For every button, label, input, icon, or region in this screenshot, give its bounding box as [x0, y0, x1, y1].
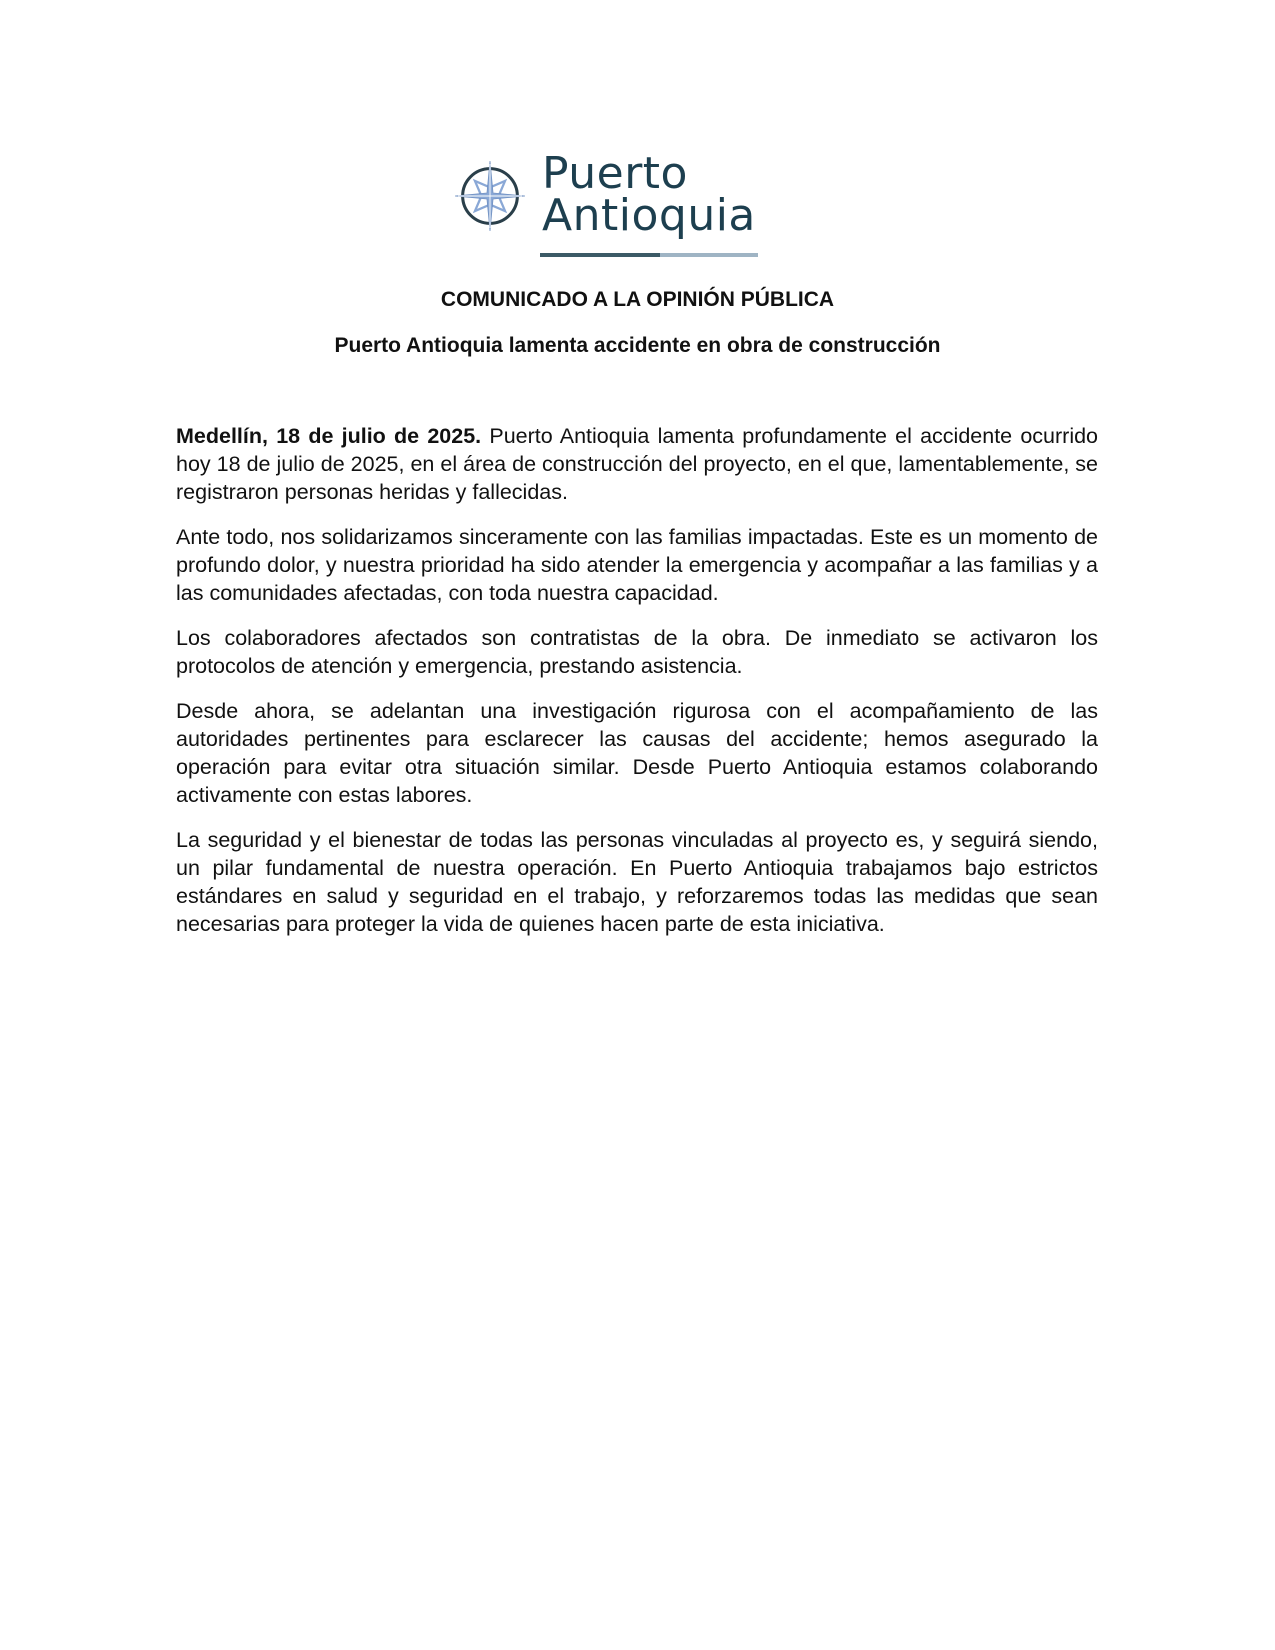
- paragraph-1: [176, 422, 1098, 506]
- dateline: Medellín, 18 de julio de 2025.: [176, 424, 482, 448]
- document-title: COMUNICADO A LA OPINIÓN PÚBLICA: [440, 288, 835, 311]
- paragraph-1-text: Puerto Antioquia lamenta profundamente el accidente ocurrido hoy 18 de julio de 2025, en el área de construcción del proyecto, en el que, lamentablemente, se registraron personas heridas y fallecidas.: [176, 424, 1099, 504]
- logo-text-line2: Antioquia: [542, 190, 756, 241]
- document-subtitle: Puerto Antioquia lamenta accidente en obra de construcción: [334, 334, 941, 357]
- logo-text-line1: Puerto: [542, 148, 688, 199]
- document-body: [176, 422, 1098, 955]
- logo-underline: [540, 253, 758, 257]
- paragraph-5: La seguridad y el bienestar de todas las personas vinculadas al proyecto es, y seguirá siendo, un pilar fundamental de nuestra operación. En Puerto Antioquia trabajamos bajo estrictos estándares en salud y seguridad en el trabajo, y reforzaremos todas las medidas que sean necesarias para proteger la vida de quienes hacen parte de esta iniciativa.: [176, 828, 1098, 936]
- paragraph-2: Ante todo, nos solidarizamos sinceramente con las familias impactadas. Este es un momento de profundo dolor, y nuestra prioridad ha sido atender la emergencia y acompañar a las familias y a las comunidades afectadas, con toda nuestra capacidad.: [176, 525, 1098, 605]
- compass-rose-icon: [452, 158, 528, 234]
- paragraph-4: Desde ahora, se adelantan una investigación rigurosa con el acompañamiento de las autoridades pertinentes para esclarecer las causas del accidente; hemos asegurado la operación para evitar otra situación similar. Desde Puerto Antioquia estamos colaborando activamente con estas labores.: [176, 699, 1098, 807]
- paragraph-3: Los colaboradores afectados son contratistas de la obra. De inmediato se activaron los protocolos de atención y emergencia, prestando asistencia.: [176, 626, 1098, 678]
- puerto-antioquia-logo: [452, 150, 782, 262]
